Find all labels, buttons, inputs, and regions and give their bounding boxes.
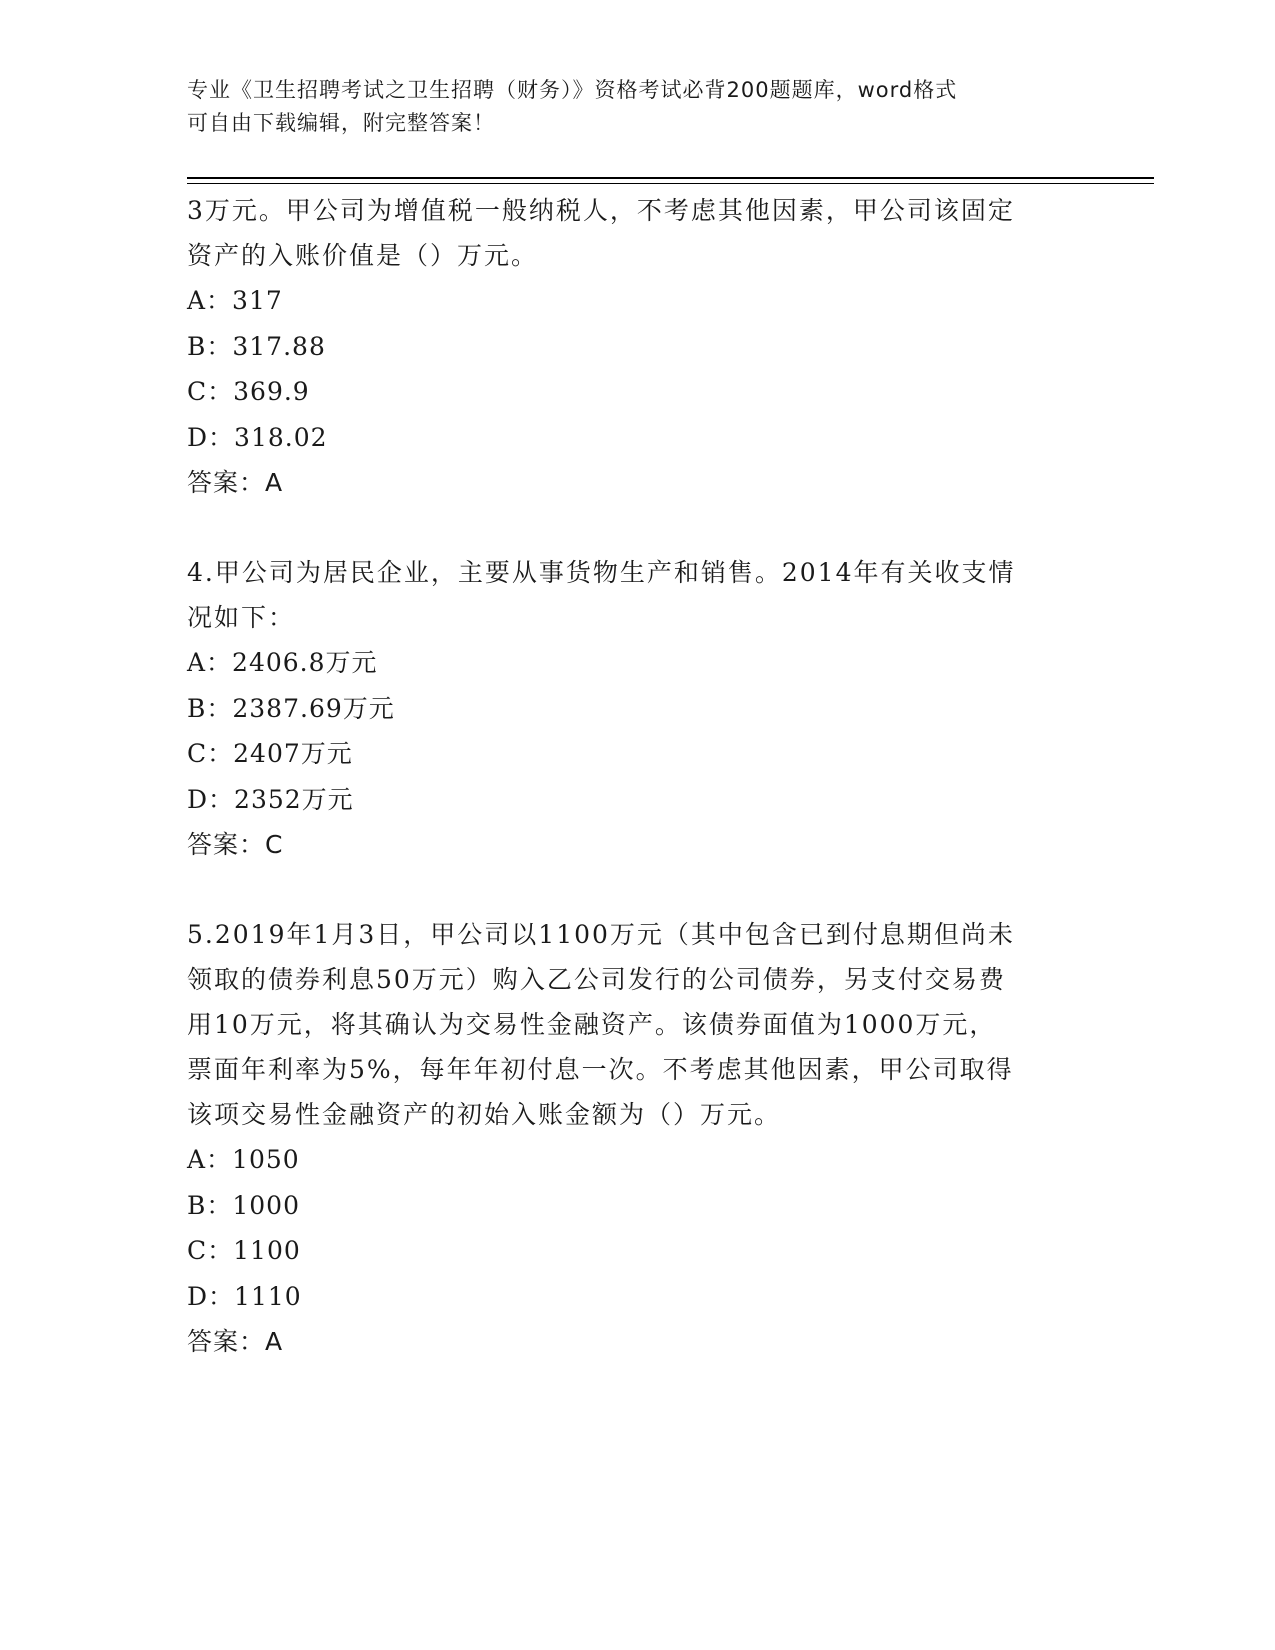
question-text-line: 3万元。甲公司为增值税一般纳税人，不考虑其他因素，甲公司该固定 [187, 196, 1015, 225]
question-text-line: 领取的债券利息50万元）购入乙公司发行的公司债券，另支付交易费 [187, 965, 1006, 994]
spacer [187, 505, 1067, 550]
answer-label: 答案： [187, 830, 266, 859]
answer-value: A [265, 1327, 284, 1356]
header-divider-thin [187, 183, 1154, 184]
option-a: A：2406.8万元 [187, 648, 378, 677]
header-line-1: 专业《卫生招聘考试之卫生招聘（财务）》资格考试必背200题题库，word格式 [187, 78, 958, 102]
option-b: B：317.88 [187, 331, 326, 361]
option-a: A：317 [187, 286, 283, 315]
answer-value: C [265, 830, 284, 859]
option-d: D：2352万元 [187, 784, 354, 814]
option-a: A：1050 [187, 1145, 300, 1174]
option-c: C：2407万元 [187, 739, 353, 768]
option-c: C：369.9 [187, 377, 310, 406]
option-d: D：1110 [187, 1281, 302, 1311]
question-text-line: 用10万元，将其确认为交易性金融资产。该债券面值为1000万元， [187, 1010, 997, 1039]
answer-label: 答案： [187, 468, 266, 497]
question-3 [187, 188, 1067, 505]
question-text-line: 5.2019年1月3日，甲公司以1100万元（其中包含已到付息期但尚未 [187, 920, 1015, 949]
question-list [187, 188, 1067, 1364]
question-text-line: 况如下： [187, 603, 296, 632]
question-4 [187, 550, 1067, 867]
option-b: B：2387.69万元 [187, 693, 395, 723]
option-b: B：1000 [187, 1190, 300, 1220]
document-header [187, 74, 1067, 140]
header-line-2: 可自由下载编辑，附完整答案！ [187, 111, 495, 135]
answer-line [187, 822, 1067, 867]
question-text-line: 票面年利率为5%，每年年初付息一次。不考虑其他因素，甲公司取得 [187, 1055, 1014, 1084]
option-d: D：318.02 [187, 422, 328, 452]
question-text-line: 4.甲公司为居民企业，主要从事货物生产和销售。2014年有关收支情 [187, 558, 1016, 587]
spacer [187, 867, 1067, 912]
header-divider-thick [187, 177, 1154, 179]
option-c: C：1100 [187, 1236, 301, 1265]
answer-value: A [265, 468, 284, 497]
question-text-line: 该项交易性金融资产的初始入账金额为（）万元。 [187, 1100, 782, 1129]
question-5 [187, 912, 1067, 1364]
question-text-line: 资产的入账价值是（）万元。 [187, 241, 539, 270]
answer-line [187, 1319, 1067, 1364]
answer-line [187, 460, 1067, 505]
answer-label: 答案： [187, 1327, 266, 1356]
